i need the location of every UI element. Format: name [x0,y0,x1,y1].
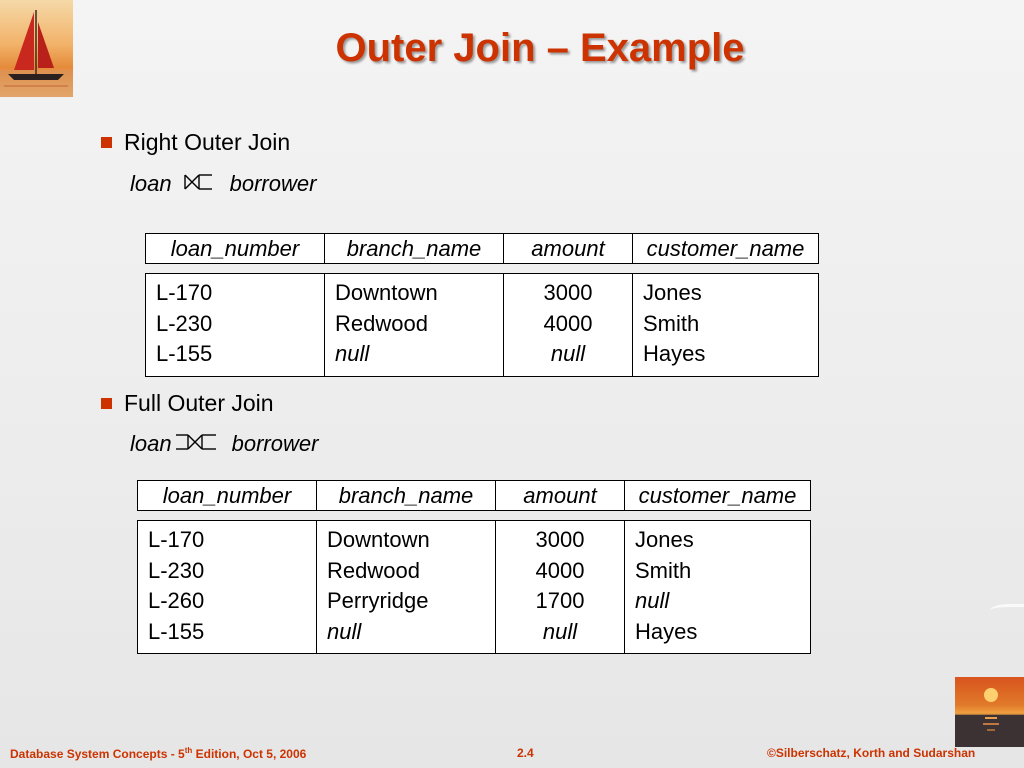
table-row [138,521,811,654]
swoosh-decoration [990,604,1024,617]
column-header: amount [504,234,633,264]
table-cell: Hayes [635,618,698,644]
table-cell: Hayes [643,341,706,366]
loan-number-column [138,521,317,654]
footer-page-number: 2.4 [517,746,534,760]
table-cell: Downtown [335,280,438,305]
expression-full-outer-join [130,431,318,457]
bullet-right-outer-join [101,129,290,156]
table-row [146,274,819,377]
column-header: loan_number [170,235,300,261]
table-cell: Smith [643,310,700,336]
table-cell: L-230 [156,310,213,336]
column-header: loan_number [162,482,292,508]
amount-column [504,274,633,377]
table-cell: 3000 [543,280,593,305]
table-cell: L-170 [148,527,205,552]
footer-left-sup: th [184,746,193,755]
table-cell-null: null [635,588,670,613]
column-header: customer_name [625,481,811,511]
heading-full-outer-join: Full Outer Join [124,390,274,416]
table-cell: Smith [635,557,692,583]
table-header-row [138,481,811,511]
right-join-header-table [145,233,819,264]
customer-name-column [633,274,819,377]
column-header: branch_name [317,481,496,511]
table-header-row [146,234,819,264]
right-outer-join-symbol-icon [182,171,216,197]
expr-right-relation: borrower [229,171,317,196]
table-cell: 4000 [543,310,593,336]
expr-right-relation: borrower [231,431,319,456]
table-cell: L-155 [148,618,205,644]
footer-book-title [10,746,306,761]
expr-left-relation: loan [130,431,172,456]
bullet-square-icon [101,137,112,148]
full-outer-join-symbol-icon [174,431,220,457]
table-cell-null: null [335,341,370,366]
bullet-full-outer-join [101,390,274,417]
table-cell: Perryridge [327,588,429,613]
full-join-data-table [137,520,811,654]
footer-left-prefix: Database System Concepts - 5 [10,747,185,761]
table-cell: 1700 [535,588,585,613]
footer-copyright: ©Silberschatz, Korth and Sudarshan [767,746,976,760]
table-cell: Redwood [335,310,428,336]
full-join-header-table [137,480,811,511]
expression-right-outer-join [130,171,316,197]
footer-left-suffix: Edition, Oct 5, 2006 [192,747,307,761]
branch-name-column [325,274,504,377]
sunset-image-icon [955,677,1024,747]
table-cell: L-230 [148,557,205,583]
expr-left-relation: loan [130,171,172,196]
column-header: amount [496,481,625,511]
table-cell: Downtown [327,527,430,552]
customer-name-column [625,521,811,654]
table-cell: L-260 [148,588,205,613]
table-cell: L-155 [156,341,213,366]
amount-column [496,521,625,654]
table-cell-null: null [542,618,578,644]
table-cell: 3000 [535,527,585,552]
bullet-square-icon [101,398,112,409]
table-cell: Jones [635,527,694,552]
table-cell-null: null [327,618,362,644]
table-cell-null: null [550,341,586,366]
column-header: branch_name [325,234,504,264]
branch-name-column [317,521,496,654]
loan-number-column [146,274,325,377]
heading-right-outer-join: Right Outer Join [124,129,291,155]
table-cell: Jones [643,280,702,305]
right-join-data-table [145,273,819,377]
slide-title: Outer Join – Example [335,26,745,70]
sailboat-logo-icon [0,0,73,97]
table-cell: L-170 [156,280,213,305]
table-cell: 4000 [535,557,585,583]
table-cell: Redwood [327,557,420,583]
column-header: customer_name [633,234,819,264]
